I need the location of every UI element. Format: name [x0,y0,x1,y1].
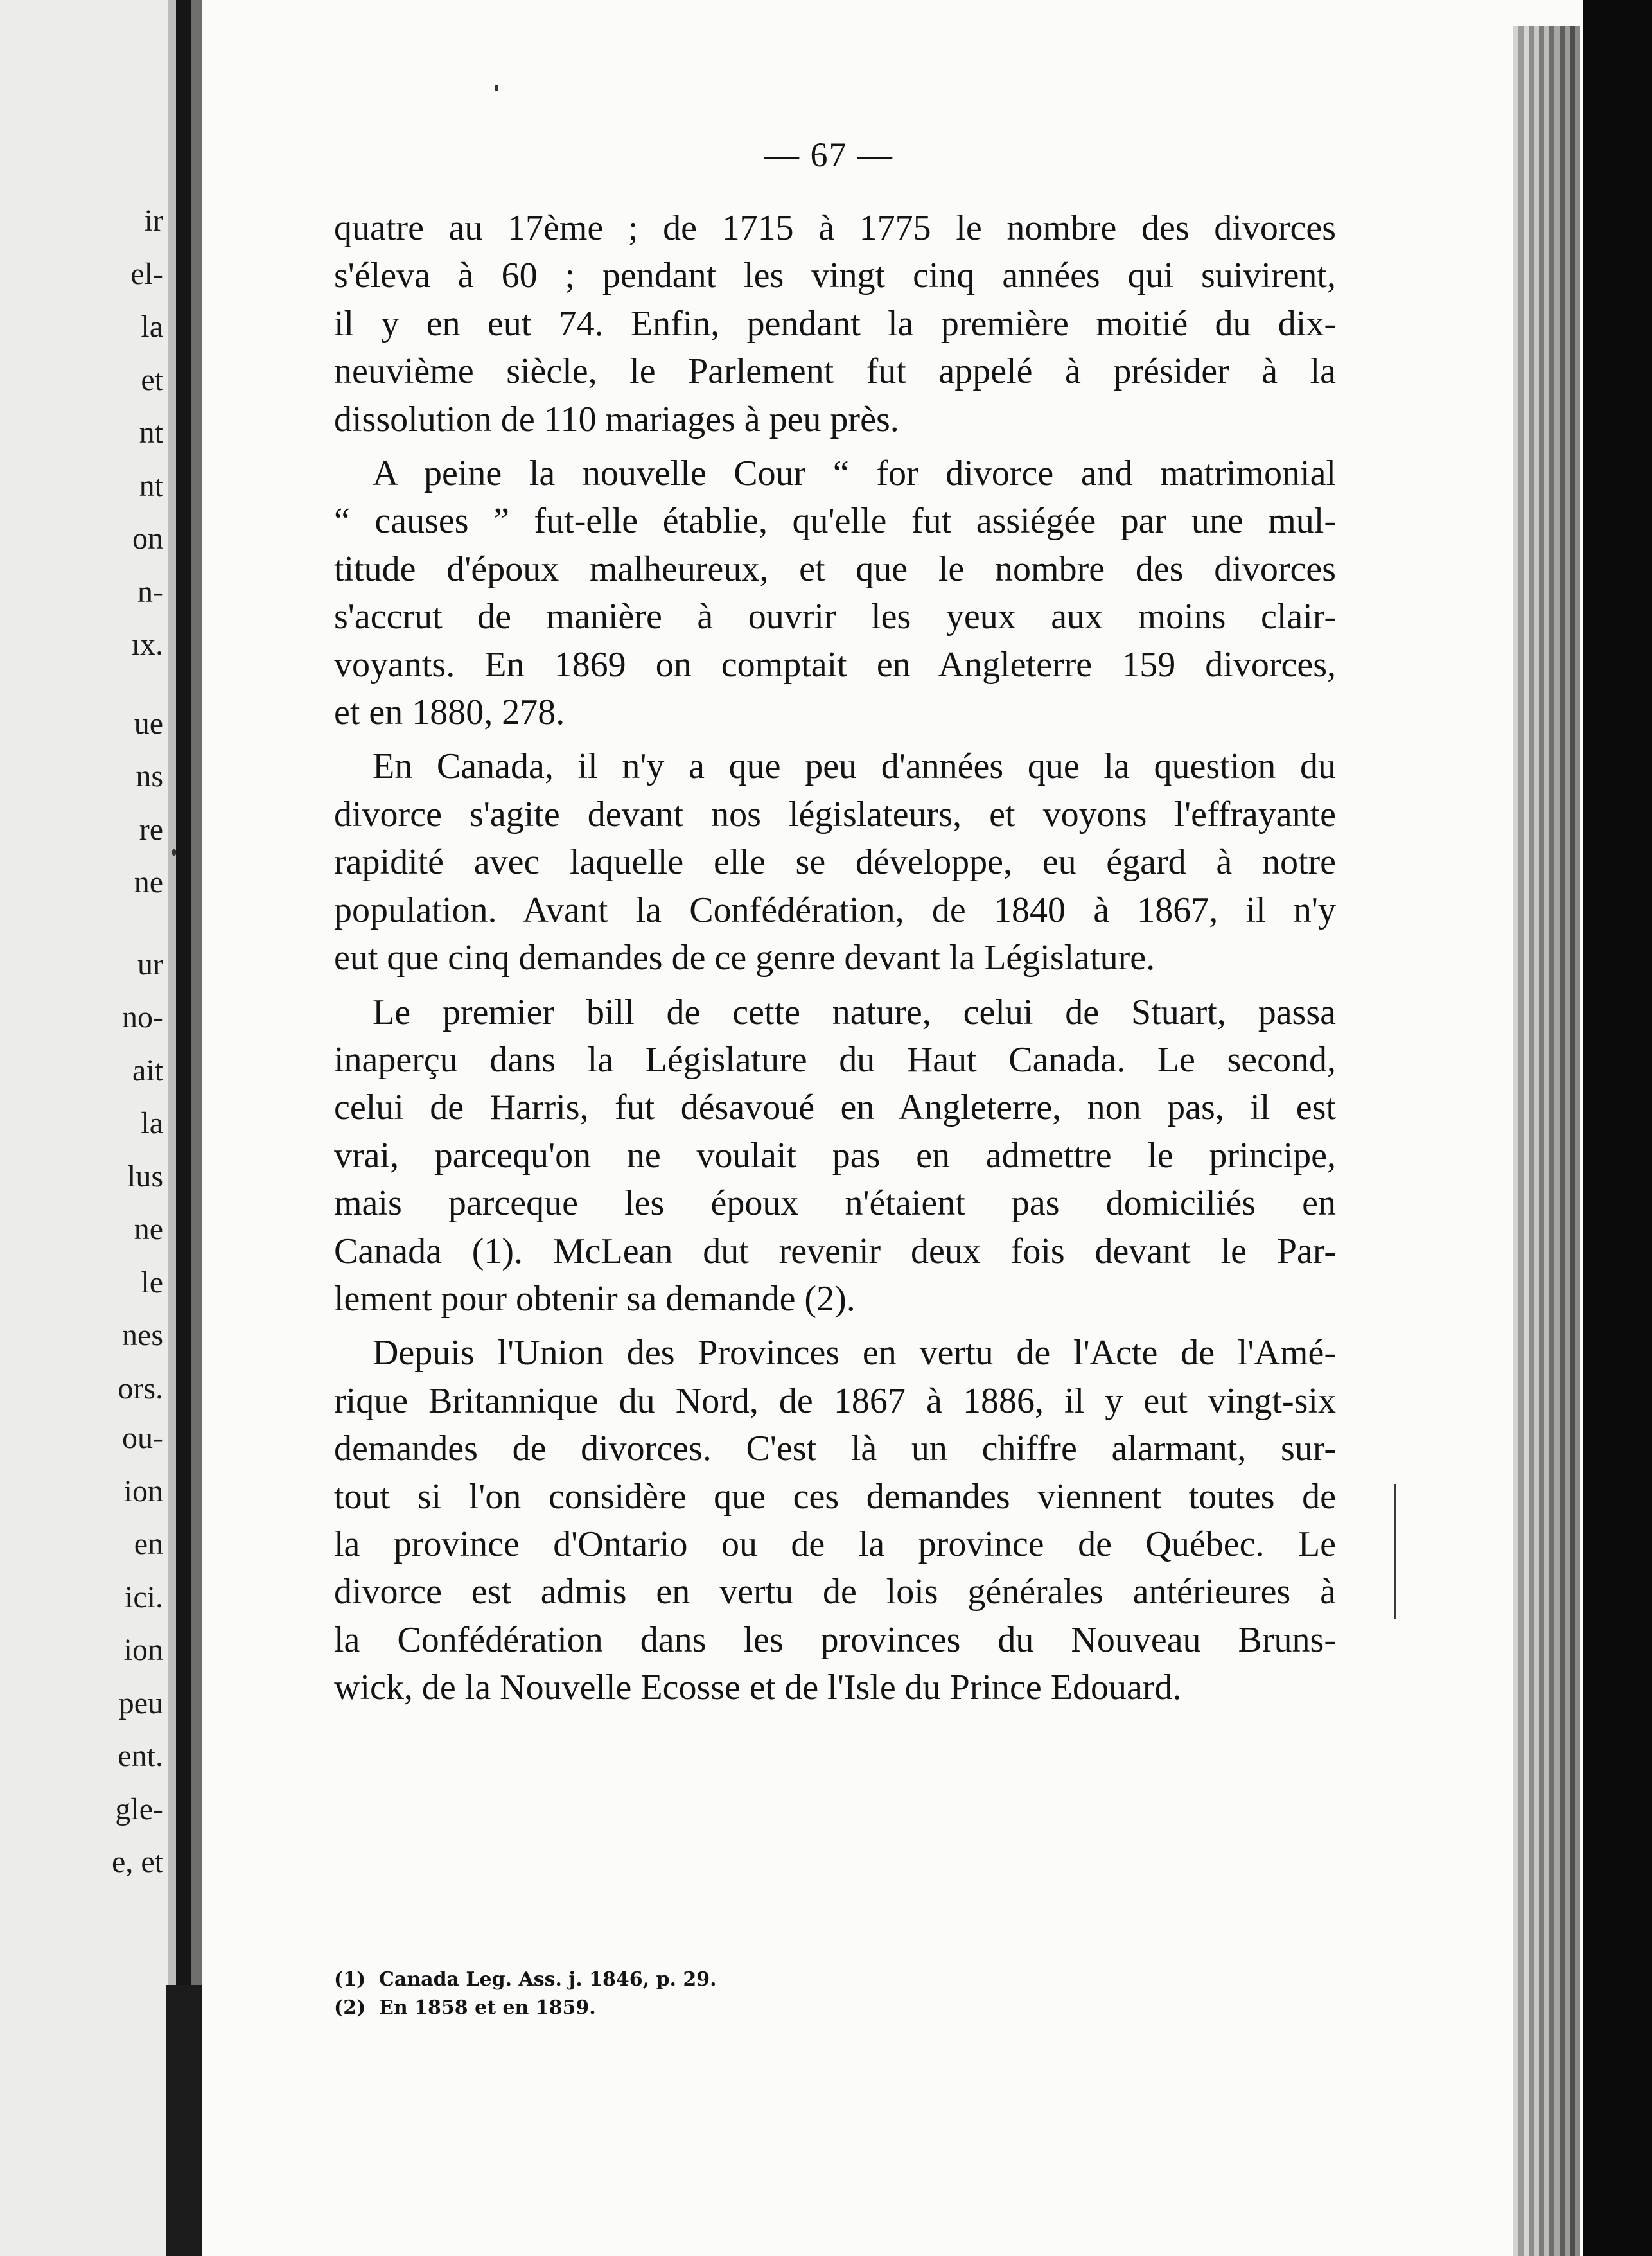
left-page-fragment: nes [122,1318,163,1352]
page-number: — 67 — [764,136,893,174]
text-line: celui de Harris, fut désavoué en Angleterre, non pas, il est [334,1088,1336,1128]
left-page-fragment: la [141,1106,163,1140]
left-page-fragment: ns [136,759,163,793]
left-page-fragment: nt [139,416,163,450]
left-page-edge [0,0,168,2256]
left-page-fragment: n- [137,574,163,609]
text-line: “ causes ” fut-elle établie, qu'elle fut assiégée par une mul- [334,501,1336,542]
left-page-fragment: ici. [125,1580,163,1614]
margin-pencil-mark [1394,1484,1396,1619]
book-gutter-edge [191,0,202,2256]
left-page-fragment: ur [137,947,163,982]
text-line: voyants. En 1869 on comptait en Angleterre 159 divorces, [334,644,1336,685]
text-line: rapidité avec laquelle elle se développe, eu égard à notre [334,842,1336,883]
paragraph [334,989,1336,1323]
footnotes [334,1966,1169,2022]
text-line: neuvième siècle, le Parlement fut appelé à présider à la [334,351,1336,392]
book-gutter-light [168,0,176,2256]
left-page-fragment: on [132,522,163,556]
page-stack-edge [1513,0,1583,2256]
left-page-fragment: ait [132,1053,163,1088]
text-line: population. Avant la Confédération, de 1840 à 1867, il n'y [334,890,1336,930]
text-line: wick, de la Nouvelle Ecosse et de l'Isle du Prince Edouard. [334,1668,1182,1708]
left-page-fragment: el- [130,256,163,291]
left-page-fragment: no- [122,1000,163,1034]
left-page-fragment: ne [134,1212,163,1246]
text-line: En Canada, il n'y a que peu d'années que la question du [373,746,1336,787]
text-line: il y en eut 74. Enfin, pendant la première moitié du dix- [334,303,1336,344]
text-line: Le premier bill de cette nature, celui de Stuart, passa [373,992,1336,1032]
text-line: lement pour obtenir sa demande (2). [334,1278,856,1319]
footnote-text: En 1858 et en 1859. [379,1996,596,2019]
body-text [334,204,1336,1712]
paragraph [334,743,1336,982]
left-page-fragment: re [139,812,163,847]
footnote-mark: (2) [334,1996,366,2019]
text-line: la province d'Ontario ou de la province de Québec. Le [334,1524,1336,1564]
book-gutter-shadow [176,0,191,2256]
footnote [334,1994,1169,2022]
text-line: mais parceque les époux n'étaient pas domiciliés en [334,1183,1336,1224]
left-page-fragment: peu [118,1686,163,1720]
text-line: s'accrut de manière à ouvrir les yeux aux moins clair- [334,597,1336,637]
footnote-mark: (1) [334,1968,366,1991]
left-page-fragment: ou- [122,1421,163,1455]
left-page-fragment: ne [134,865,163,899]
paragraph [334,204,1336,443]
footnote-text: Canada Leg. Ass. j. 1846, p. 29. [379,1968,717,1991]
text-line: rique Britannique du Nord, de 1867 à 1886, il y eut vingt-six [334,1380,1336,1421]
left-page-fragment: gle- [115,1792,163,1826]
left-page-fragment: ion [123,1474,163,1508]
left-page-fragment: ent. [118,1739,163,1773]
text-line: la Confédération dans les provinces du Nouveau Bruns- [334,1619,1336,1660]
left-page-fragment: et [141,362,163,397]
scan-speck [172,849,176,856]
left-page-fragment: la [141,310,163,344]
left-page-fragment: nt [139,468,163,503]
text-line: divorce est admis en vertu de lois générales antérieures à [334,1572,1336,1612]
text-line: quatre au 17ème ; de 1715 à 1775 le nombre des divorces [334,208,1336,248]
left-page-fragment: e, et [112,1845,163,1879]
text-line: vrai, parcequ'on ne voulait pas en admettre le principe, [334,1135,1336,1176]
text-line: tout si l'on considère que ces demandes viennent toutes de [334,1476,1336,1517]
text-line: divorce s'agite devant nos législateurs, et voyons l'effrayante [334,794,1336,834]
footnote [334,1966,1169,1994]
text-line: et en 1880, 278. [334,692,565,733]
left-page-fragment: ir [144,204,163,238]
left-page-fragment: lus [127,1159,163,1194]
left-page-text-fragments [0,0,168,2256]
text-line: demandes de divorces. C'est là un chiffre alarmant, sur- [334,1429,1336,1469]
left-page-fragment: ıx. [131,628,163,662]
left-page-fragment: ion [123,1633,163,1667]
text-line: Canada (1). McLean dut revenir deux fois devant le Par- [334,1231,1336,1271]
left-page-fragment: ors. [118,1371,163,1406]
left-page-fragment: en [134,1527,163,1561]
text-line: inaperçu dans la Législature du Haut Canada. Le second, [334,1039,1336,1080]
text-line: A peine la nouvelle Cour “ for divorce and matrimonial [373,454,1336,494]
text-line: s'éleva à 60 ; pendant les vingt cinq années qui suivirent, [334,256,1336,296]
text-line: Depuis l'Union des Provinces en vertu de l'Acte de l'Amé- [373,1333,1336,1373]
left-page-fragment: le [141,1265,163,1300]
paragraph [334,1329,1336,1711]
paragraph [334,450,1336,736]
left-page-fragment: ue [134,706,163,741]
text-line: titude d'époux malheureux, et que le nombre des divorces [334,549,1336,589]
text-line: dissolution de 110 mariages à peu près. [334,399,899,439]
text-line: eut que cinq demandes de ce genre devant la Législature. [334,938,1156,978]
scan-speck [495,85,498,91]
scan-border-right [1583,0,1652,2256]
